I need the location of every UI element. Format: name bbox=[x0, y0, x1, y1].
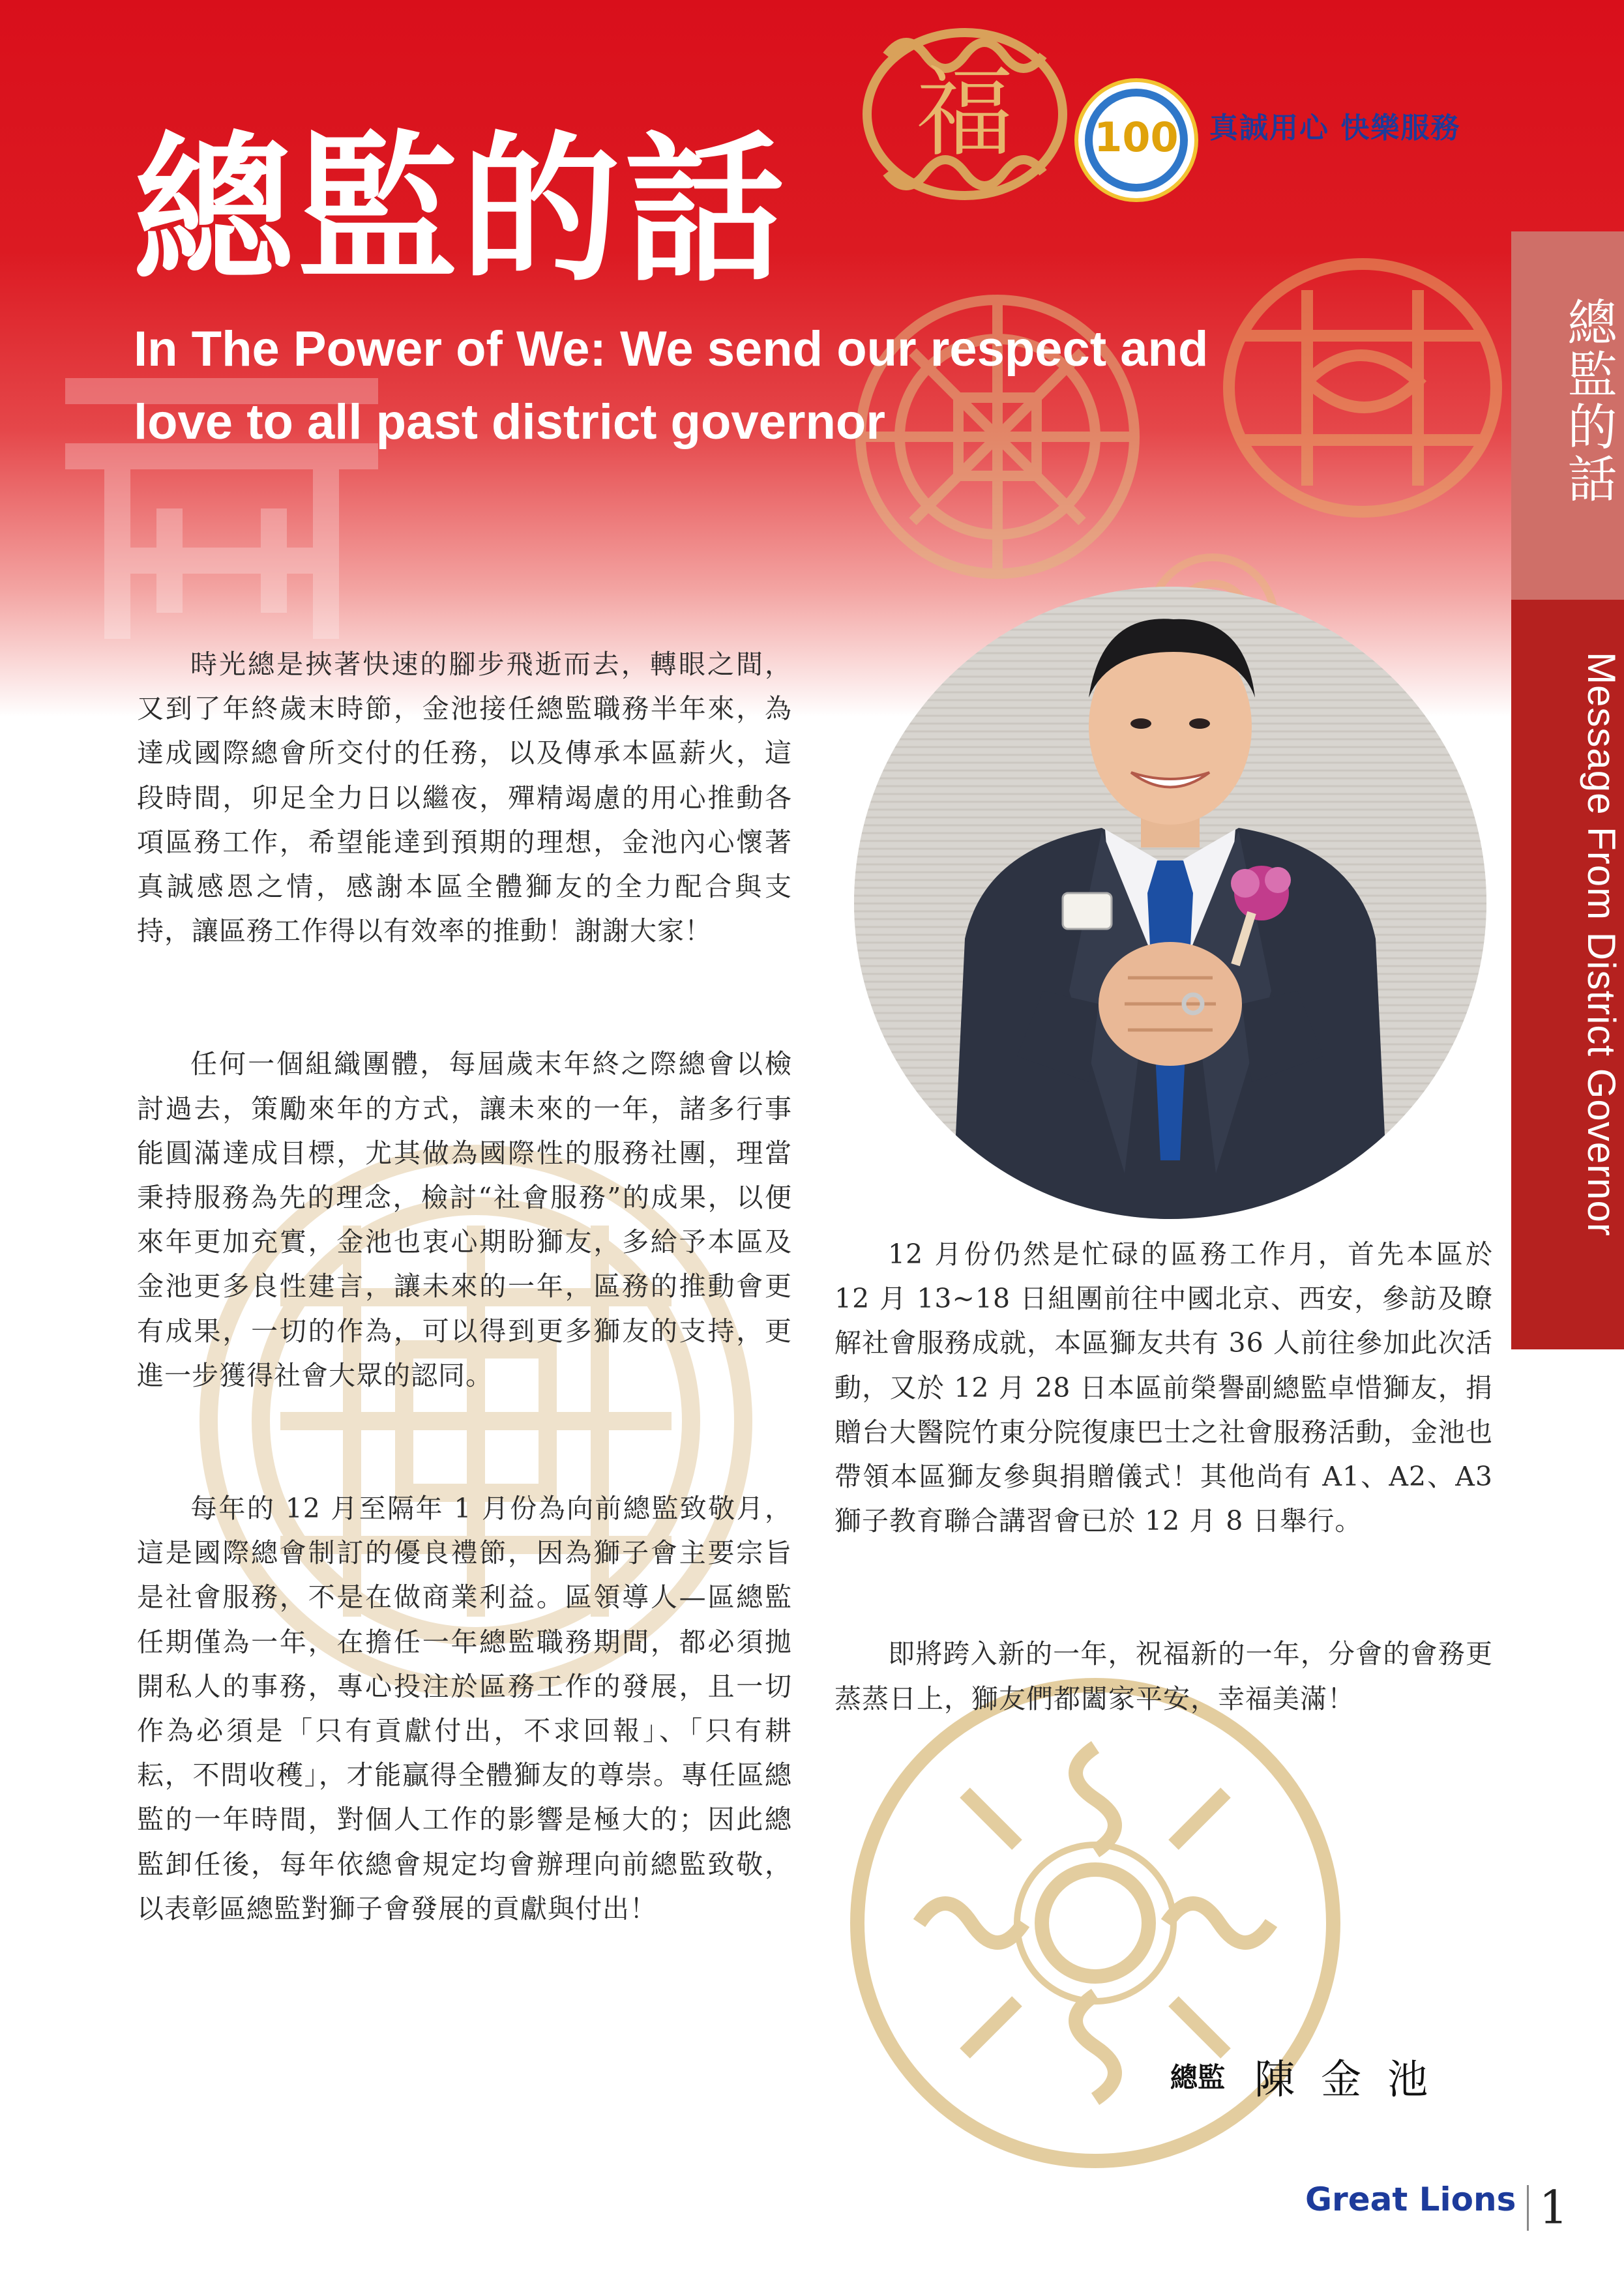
fu-seal-ornament bbox=[848, 16, 1082, 212]
page-title: 總監的話 bbox=[134, 117, 788, 303]
slogan: 真誠用心 快樂服務 bbox=[1209, 111, 1461, 145]
paragraph-intro: 時光總是挾著快速的腳步飛逝而去，轉眼之間，又到了年終歲末時節，金池接任總監職務半年來，為達成國際總會所交付的任務，以及傳承本區薪火，這段時間，卯足全力日以繼夜，殫精竭慮的用心推動各項區務工作，希望能達到預期的理想，金池內心懷著真誠感恩之情，感謝本區全體獅友的全力配合與支持，讓區務工作得以有效率的推動！謝謝大家！ bbox=[137, 649, 792, 947]
side-tab-chinese-label: 總監的話 bbox=[1559, 297, 1617, 505]
signature bbox=[1170, 2047, 1454, 2105]
page-subtitle: In The Power of We: We send our respect and love to all past district governor bbox=[134, 321, 1209, 450]
page-footer bbox=[1305, 2181, 1568, 2235]
footer-divider bbox=[1527, 2185, 1529, 2231]
paragraph-tribute: 每年的 12 月至隔年 1 月份為向前總監致敬月，這是國際總會制訂的優良禮節，因為獅子會主要宗旨是社會服務，不是在做商業利益。區領導人—區總監任期僅為一年，在擔任一年總監職務期間，都必須拋開私人的事務，專心投注於區務工作的發展，且一切作為必須是「只有貢獻付出，不求回報」、「只有耕耘，不問收穫」，才能贏得全體獅友的尊崇。專任區總監的一年時間，對個人工作的影響是極大的；因此總監卸任後，每年依總會規定均會辦理向前總監致敬，以表彰區總監對獅子會發展的貢獻與付出！ bbox=[137, 1493, 792, 1924]
signature-title: 總監 bbox=[1170, 2061, 1226, 2094]
paragraph-reflection: 任何一個組織團體，每屆歲末年終之際總會以檢討過去，策勵來年的方式，讓未來的一年，諸多行事能圓滿達成目標，尤其做為國際性的服務社團，理當秉持服務為先的理念，檢討“社會服務”的成果，以便來年更加充實，金池也衷心期盼獅友，多給予本區及金池更多良性建言，讓未來的一年，區務的推動會更有成果，一切的作為，可以得到更多獅友的支持，更進一步獲得社會大眾的認同。 bbox=[137, 1048, 792, 1391]
portrait-illustration bbox=[854, 587, 1486, 1219]
page-number: 1 bbox=[1539, 2181, 1569, 2235]
paragraph-december-activities: 12 月份仍然是忙碌的區務工作月，首先本區於 12 月 13~18 日組團前往中國北京、西安，參訪及瞭解社會服務成就，本區獅友共有 36 人前往參加此次活動，又於 12 月 28 日本區前榮譽副總監卓惜獅友，捐贈台大醫院竹東分院復康巴士之社會服務活動，金池也帶領本區獅友參與捐贈儀式！其他尚有 A1、A2、A3 獅子教育聯合講習會已於 12 月 8 日舉行。 bbox=[834, 1239, 1493, 1537]
article-right-column bbox=[834, 1232, 1493, 1721]
side-tab-english bbox=[1511, 600, 1624, 1349]
district-logo: 100 bbox=[1074, 78, 1198, 202]
signature-name: 陳金池 bbox=[1254, 2055, 1454, 2103]
side-tab-english-label: Message From District Governor bbox=[1580, 652, 1623, 1237]
footer-brand: Great Lions bbox=[1305, 2181, 1516, 2218]
svg-text:福: 福 bbox=[915, 57, 1014, 170]
portrait-photo bbox=[854, 587, 1486, 1219]
side-tab-chinese bbox=[1511, 231, 1624, 600]
article-left-column bbox=[137, 642, 792, 1931]
paragraph-new-year-wishes: 即將跨入新的一年，祝福新的一年，分會的會務更蒸蒸日上，獅友們都闔家平安，幸福美滿！ bbox=[834, 1638, 1493, 1714]
